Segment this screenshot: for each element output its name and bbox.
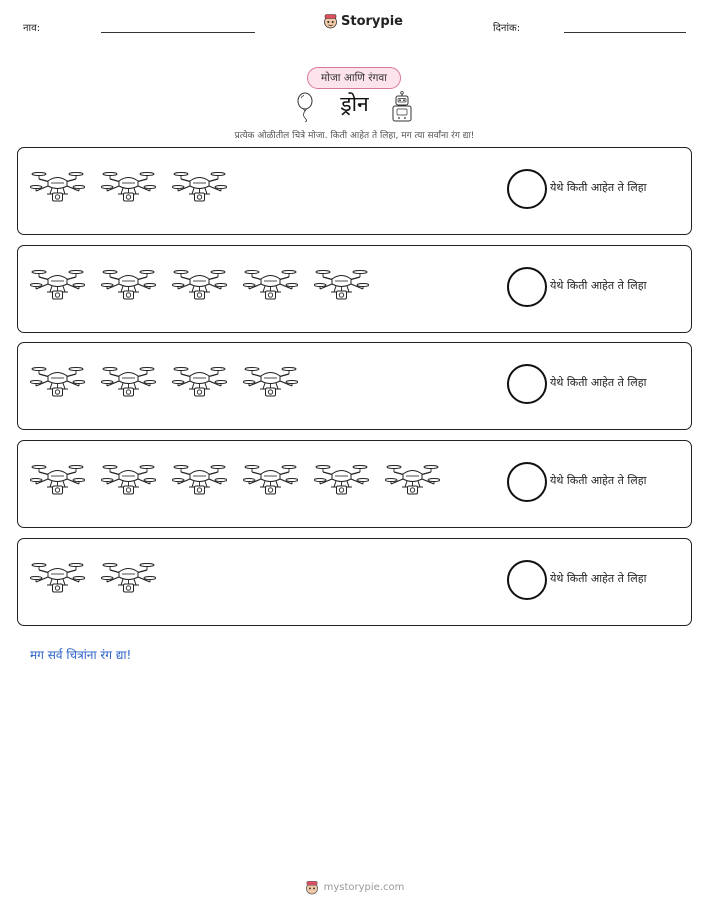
drone-icon: [30, 264, 85, 304]
drone-icon: [30, 166, 85, 206]
answer-circle[interactable]: [507, 462, 547, 502]
count-row: [17, 245, 692, 333]
count-row: [17, 342, 692, 430]
answer-circle[interactable]: [507, 560, 547, 600]
storypie-logo-icon: [305, 880, 319, 895]
drone-group: [30, 459, 440, 499]
drone-icon: [243, 361, 298, 401]
brand-logo: [323, 13, 403, 29]
date-label: दिनांक:: [493, 23, 521, 34]
answer-label: येथे किती आहेत ते लिहा: [550, 474, 647, 487]
answer-label: येथे किती आहेत ते लिहा: [550, 181, 647, 194]
footer-brand: [0, 880, 709, 895]
instructions: प्रत्येक ओळीतील चित्रे मोजा. किती आहेत ते लिहा, मग त्या सर्वांना रंग द्या!: [234, 131, 475, 141]
drone-group: [30, 361, 298, 401]
drone-icon: [30, 459, 85, 499]
drone-icon: [172, 264, 227, 304]
answer-circle[interactable]: [507, 364, 547, 404]
drone-icon: [101, 166, 156, 206]
drone-icon: [30, 361, 85, 401]
answer-label: येथे किती आहेत ते लिहा: [550, 572, 647, 585]
drone-icon: [101, 264, 156, 304]
answer-label: येथे किती आहेत ते लिहा: [550, 279, 647, 292]
answer-label: येथे किती आहेत ते लिहा: [550, 376, 647, 389]
answer-circle[interactable]: [507, 169, 547, 209]
drone-icon: [172, 166, 227, 206]
drone-icon: [172, 459, 227, 499]
drone-icon: [314, 264, 369, 304]
drone-icon: [243, 264, 298, 304]
brand-name: Storypie: [341, 13, 403, 29]
drone-icon: [243, 459, 298, 499]
date-line[interactable]: [564, 32, 686, 33]
drone-group: [30, 557, 156, 597]
footer-url[interactable]: mystorypie.com: [323, 882, 405, 893]
drone-icon: [101, 459, 156, 499]
answer-circle[interactable]: [507, 267, 547, 307]
count-row: [17, 538, 692, 626]
drone-group: [30, 264, 369, 304]
drone-icon: [101, 557, 156, 597]
footer-note: मग सर्व चित्रांना रंग द्या!: [30, 648, 132, 662]
drone-group: [30, 166, 227, 206]
name-label: नाव:: [23, 23, 41, 34]
activity-tag: मोजा आणि रंगवा: [307, 67, 401, 89]
storypie-logo-icon: [323, 13, 338, 29]
drone-icon: [101, 361, 156, 401]
robot-icon: [390, 91, 414, 123]
drone-icon: [30, 557, 85, 597]
count-row: [17, 147, 692, 235]
count-row: [17, 440, 692, 528]
drone-icon: [314, 459, 369, 499]
name-line[interactable]: [101, 32, 255, 33]
drone-icon: [385, 459, 440, 499]
drone-icon: [172, 361, 227, 401]
page-title: ड्रोन: [340, 92, 369, 116]
